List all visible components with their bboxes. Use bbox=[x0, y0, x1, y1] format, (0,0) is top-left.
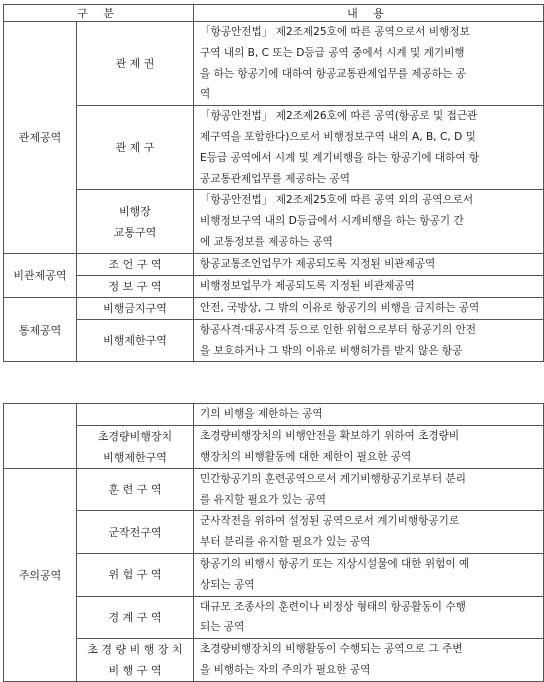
content-line: 을 비행하는 자의 주의가 필요한 공역 bbox=[200, 664, 371, 677]
content-line: 군사작전을 위하여 설정된 공역으로서 계기비행항공기로 bbox=[200, 515, 460, 528]
content-line: 제구역을 포함한다)으로서 비행정보구역 내의 A, B, C, D 및 bbox=[200, 130, 476, 143]
subcategory-cell bbox=[77, 468, 194, 511]
content-line: 항공기의 비행시 항공기 또는 지상시설물에 대한 위험이 예 bbox=[200, 557, 470, 570]
table-row bbox=[4, 319, 544, 362]
content-line: 를 유지할 필요가 있는 공역 bbox=[200, 493, 327, 506]
table-row bbox=[4, 639, 544, 682]
table-row bbox=[4, 511, 544, 554]
header-category: 구 분 bbox=[4, 5, 194, 22]
table-row bbox=[4, 106, 544, 190]
content-cell bbox=[194, 190, 544, 253]
content-line: 항공교통조언업무가 제공되도록 지정된 비관제공역 bbox=[200, 257, 436, 270]
subcategory-cell bbox=[77, 553, 194, 596]
subcategory-label: 관 제 권 bbox=[115, 57, 155, 71]
category-cell: 통제공역 bbox=[4, 297, 77, 362]
subcategory-label: 위 험 구 역 bbox=[108, 568, 162, 582]
subcategory-label: 군작전구역 bbox=[108, 525, 162, 539]
table-row bbox=[4, 297, 544, 319]
content-line: 「항공안전법」 제2조제25호에 따른 공역 외의 공역으로서 bbox=[200, 194, 474, 207]
subcategory-label: 비행장 bbox=[119, 204, 151, 218]
subcategory-cell bbox=[77, 253, 194, 275]
subcategory-label: 경 계 구 역 bbox=[108, 610, 162, 624]
airspace-table-part2 bbox=[3, 403, 544, 682]
content-cell bbox=[194, 596, 544, 639]
table-row bbox=[4, 190, 544, 253]
content-cell bbox=[194, 553, 544, 596]
content-line: 초경량비행장치의 비행활동이 수행되는 공역으로 그 주변 bbox=[200, 643, 463, 656]
subcategory-cell bbox=[77, 297, 194, 319]
content-line: 「항공안전법」 제2조제26호에 따른 공역(항공로 및 접근관 bbox=[200, 110, 478, 123]
header-content: 내 용 bbox=[194, 5, 544, 22]
subcategory-cell bbox=[77, 639, 194, 682]
airspace-table-part1 bbox=[3, 4, 544, 362]
content-cell bbox=[194, 275, 544, 297]
subcategory-label: 비행금지구역 bbox=[103, 301, 167, 315]
content-cell bbox=[194, 297, 544, 319]
content-cell bbox=[194, 511, 544, 554]
subcategory-label: 관 제 구 bbox=[115, 141, 155, 155]
content-line: 공교통관제업무를 제공하는 공역 bbox=[200, 172, 351, 185]
table-row bbox=[4, 22, 544, 106]
content-line: 초경량비행장치의 비행안전을 확보하기 위하여 초경량비 bbox=[200, 430, 460, 442]
content-cell bbox=[194, 639, 544, 682]
subcategory-cell bbox=[77, 319, 194, 362]
content-line: 행장치의 비행활동에 대한 제한이 필요한 공역 bbox=[200, 450, 412, 463]
table-row bbox=[4, 596, 544, 639]
subcategory-cell bbox=[77, 596, 194, 639]
subcategory-label: 초경량비행장치 bbox=[97, 429, 173, 443]
table-row bbox=[4, 553, 544, 596]
content-line: 민간항공기의 훈련공역으로서 계기비행항공기로부터 분리 bbox=[200, 472, 466, 485]
table-row bbox=[4, 404, 544, 426]
content-cell bbox=[194, 253, 544, 275]
content-line: 안전, 국방상, 그 밖의 이유로 항공기의 비행을 금지하는 공역 bbox=[200, 301, 480, 314]
subcategory-label: 초 경 량 비 행 장 치 bbox=[87, 643, 183, 657]
content-cell bbox=[194, 22, 544, 106]
content-cell bbox=[194, 404, 544, 426]
content-line: 역 bbox=[200, 88, 211, 101]
subcategory-cell bbox=[77, 190, 194, 253]
content-line: 구역 내의 B, C 또는 D등급 공역 중에서 시계 및 계기비행 bbox=[200, 46, 465, 59]
content-line: 부터 분리를 유지할 필요가 있는 공역 bbox=[200, 536, 371, 549]
content-line: 을 보호하거나 그 밖의 이유로 비행허가를 받지 않은 항공 bbox=[200, 344, 463, 357]
content-line: 상되는 공역 bbox=[200, 578, 255, 591]
subcategory-label: 비행제한구역 bbox=[103, 334, 167, 348]
subcategory-label: 조 언 구 역 bbox=[108, 257, 162, 271]
content-cell bbox=[194, 319, 544, 362]
table-row bbox=[4, 425, 544, 468]
subcategory-label: 훈 련 구 역 bbox=[108, 483, 162, 497]
content-line: 을 하는 항공기에 대하여 항공교통관제업무를 제공하는 공 bbox=[200, 67, 466, 80]
content-cell bbox=[194, 468, 544, 511]
content-line: 비행정보구역 내의 D등급에서 시계비행을 하는 항공기 간 bbox=[200, 215, 464, 228]
content-line: 비행정보업무가 제공되도록 지정된 비관제공역 bbox=[200, 279, 415, 292]
subcategory-label: 비 행 구 역 bbox=[108, 664, 162, 678]
subcategory-label: 교통구역 bbox=[113, 225, 157, 239]
subcategory-label: 비행제한구역 bbox=[103, 450, 167, 464]
content-line: 항공사격·대공사격 등으로 인한 위험으로부터 항공기의 안전 bbox=[200, 323, 477, 336]
content-line: 되는 공역 bbox=[200, 621, 245, 634]
content-cell bbox=[194, 106, 544, 190]
table-header-row bbox=[4, 5, 544, 22]
subcategory-cell bbox=[77, 106, 194, 190]
table-row bbox=[4, 253, 544, 275]
table-row bbox=[4, 468, 544, 511]
content-line: 기의 비행을 제한하는 공역 bbox=[200, 408, 323, 420]
subcategory-cell bbox=[77, 404, 194, 426]
content-line: E등급 공역에서 시계 및 계기비행을 하는 항공기에 대하여 항 bbox=[200, 151, 480, 164]
content-line: 「항공안전법」 제2조제25호에 따른 공역으로서 비행정보 bbox=[200, 26, 470, 38]
category-cell bbox=[4, 404, 77, 469]
content-line: 대규모 조종사의 훈련이나 비정상 형태의 항공활동이 수행 bbox=[200, 600, 466, 613]
category-cell: 관제공역 bbox=[4, 22, 77, 254]
table-row bbox=[4, 275, 544, 297]
subcategory-cell bbox=[77, 511, 194, 554]
subcategory-label: 정 보 구 역 bbox=[108, 279, 162, 293]
content-cell bbox=[194, 425, 544, 468]
content-line: 에 교통정보를 제공하는 공역 bbox=[200, 235, 333, 248]
category-cell: 비관제공역 bbox=[4, 253, 77, 297]
subcategory-cell bbox=[77, 425, 194, 468]
subcategory-cell bbox=[77, 275, 194, 297]
subcategory-cell bbox=[77, 22, 194, 106]
category-cell: 주의공역 bbox=[4, 468, 77, 681]
